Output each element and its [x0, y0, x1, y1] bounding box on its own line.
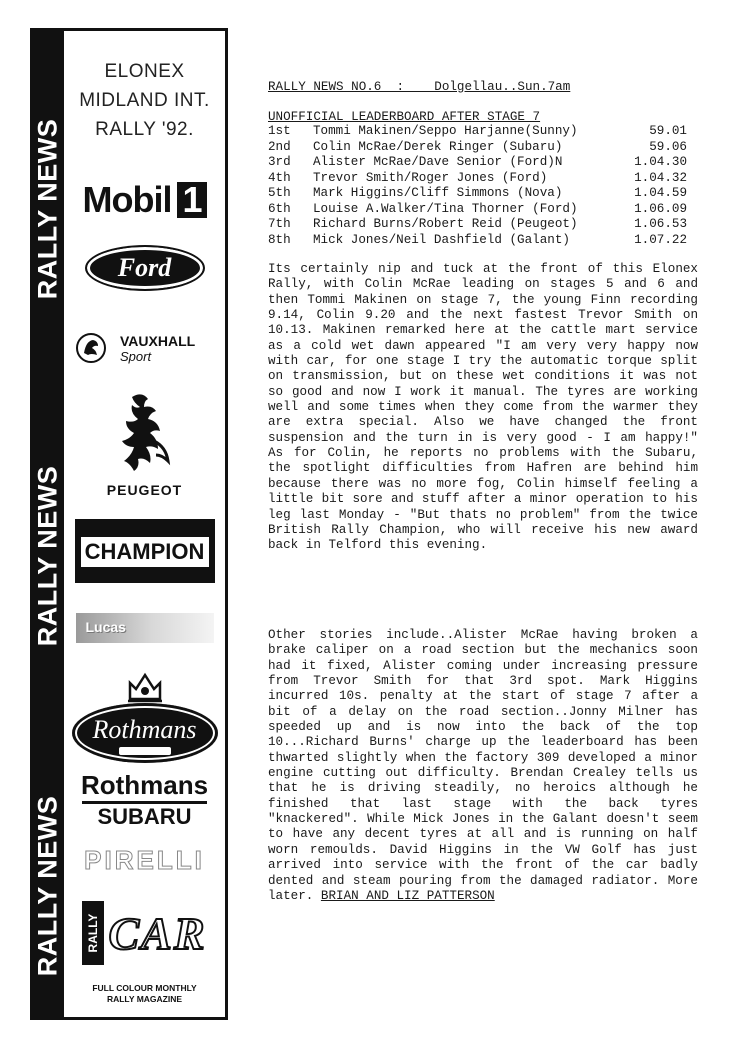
champion-logo	[64, 519, 225, 588]
leaderboard-crew: Richard Burns/Robert Reid (Peugeot)	[313, 217, 578, 231]
sidebar-spine	[33, 31, 64, 1017]
rothmans-subaru-logo	[64, 771, 225, 829]
leaderboard-time: 1.06.53	[634, 217, 687, 231]
sponsor-sidebar	[30, 28, 228, 1020]
ford-logo	[64, 245, 225, 291]
mobil-1-logo	[64, 179, 225, 221]
rally-car-logo	[64, 901, 225, 965]
event-title-line: ELONEX	[104, 61, 185, 82]
rothmans-oval-logo	[64, 703, 225, 763]
event-title-line: MIDLAND INT.	[79, 90, 210, 111]
leaderboard-row	[268, 217, 687, 233]
tagline-line: FULL COLOUR MONTHLY	[92, 983, 197, 993]
leaderboard-row	[268, 124, 687, 140]
leaderboard-position: 5th	[268, 186, 291, 200]
leaderboard-row	[268, 140, 687, 156]
ford-oval: Ford	[85, 245, 205, 291]
leaderboard-crew: Tommi Makinen/Seppo Harjanne(Sunny)	[313, 124, 578, 138]
leaderboard	[268, 124, 687, 248]
leaderboard-time: 59.01	[649, 124, 687, 138]
leaderboard-time: 1.07.22	[634, 232, 687, 247]
leaderboard-crew: Mick Jones/Neil Dashfield (Galant)	[313, 232, 570, 247]
leaderboard-time: 1.04.30	[634, 155, 687, 169]
rally-car-tag-text: RALLY	[86, 913, 101, 953]
leaderboard-row	[268, 233, 687, 249]
leaderboard-position: 2nd	[268, 139, 291, 154]
sponsor-logos	[64, 31, 225, 1017]
rothmans-ribbon	[119, 747, 171, 755]
author-signature: BRIAN AND LIZ PATTERSON	[320, 888, 495, 903]
rally-car-wordmark: CAR	[108, 907, 207, 959]
vauxhall-sport-tag: Sport	[120, 348, 152, 364]
rothmans-oval-name: Rothmans	[92, 715, 197, 744]
event-title-line: RALLY '92.	[95, 119, 194, 140]
leaderboard-time: 59.06	[649, 139, 687, 154]
vauxhall-sport-logo	[64, 331, 225, 365]
rally-car-tagline	[64, 983, 225, 1005]
leaderboard-row	[268, 202, 687, 218]
mobil-one-badge: 1	[177, 182, 206, 218]
peugeot-name: PEUGEOT	[106, 482, 183, 498]
leaderboard-position: 7th	[268, 217, 291, 231]
leaderboard-position: 3rd	[268, 155, 291, 169]
leaderboard-time: 1.06.09	[634, 201, 687, 216]
article-paragraph-2	[268, 628, 698, 904]
peugeot-lion-icon	[114, 391, 176, 475]
leaderboard-position: 8th	[268, 232, 291, 247]
mobil-wordmark: Mobil	[82, 179, 172, 220]
leaderboard-time: 1.04.59	[634, 186, 687, 200]
vauxhall-griffin-icon	[74, 331, 108, 365]
event-title	[64, 57, 225, 144]
article-paragraph-2-text: Other stories include..Alister McRae having broken a brake caliper on a road section but the mechanics soon had it fixed, Alister coming under increasing pressure from Trevor Smith for that 3rd spot. Mark Higgins incurred 10s. penalty at the start of stage 7 after a bit of a delay on the road section..Jonny Milner has speeded up and is now into the back of the top 10...Richard Burns' charge up the leaderboard has been thwarted slightly when the factory 309 developed a minor engine cutting out difficulty. Brendan Crealey tells us that he is driving steadily, no heroics although he finished that last stage with the back tyres "knackered". While Mick Jones in the Galant doesn't seem to have any decent tyres at all and is running on half worn remoulds. David Higgins in the VW Golf has just arrived into service with the front of the car badly dented and steam pouring from the damaged radiator. More later.	[268, 628, 698, 903]
leaderboard-row	[268, 155, 687, 171]
leaderboard-crew: Trevor Smith/Roger Jones (Ford)	[313, 170, 548, 185]
tagline-line: RALLY MAGAZINE	[106, 994, 183, 1004]
spine-label-top: RALLY NEWS	[32, 118, 63, 300]
leaderboard-position: 1st	[268, 124, 291, 138]
leaderboard-time: 1.04.32	[634, 170, 687, 185]
bulletin-header: RALLY NEWS NO.6 : Dolgellau..Sun.7am	[268, 80, 571, 94]
peugeot-logo	[64, 391, 225, 498]
leaderboard-crew: Colin McRae/Derek Ringer (Subaru)	[313, 139, 563, 154]
rothmans-subaru-top: Rothmans	[80, 770, 209, 800]
rally-car-tag	[82, 901, 104, 965]
leaderboard-row	[268, 186, 687, 202]
spine-label-middle: RALLY NEWS	[32, 465, 63, 647]
leaderboard-crew: Louise A.Walker/Tina Thorner (Ford)	[313, 201, 578, 216]
leaderboard-row	[268, 171, 687, 187]
vauxhall-name: VAUXHALL	[120, 332, 196, 349]
lucas-name: Lucas	[85, 619, 126, 635]
leaderboard-position: 4th	[268, 170, 291, 185]
champion-name: CHAMPION	[81, 537, 209, 567]
lucas-bar	[76, 613, 214, 643]
leaderboard-crew: Alister McRae/Dave Senior (Ford)N	[313, 155, 563, 169]
leaderboard-position: 6th	[268, 201, 291, 216]
rothmans-subaru-bottom: SUBARU	[82, 801, 207, 829]
spine-label-bottom: RALLY NEWS	[32, 795, 63, 977]
leaderboard-crew: Mark Higgins/Cliff Simmons (Nova)	[313, 186, 563, 200]
lucas-logo	[64, 613, 225, 648]
champion-badge	[75, 519, 215, 583]
pirelli-logo: PIRELLI	[84, 845, 205, 875]
article-paragraph-1: Its certainly nip and tuck at the front of this Elonex Rally, with Colin McRae leading on stages 5 and 6 and then Tommi Makinen on stage 7, the young Finn recording 9.14, Colin 9.20 and the next fastest Trevor Smith on 10.13. Makinen remarked here at the cattle mart service as a cold wet dawn appeared "I am very very happy now with car, for one stage I try the automatic torque split on transmission, but on these wet conditions it was not so good and now I work it manual. The tyres are working well and some times when they come from the warmer they are extra special. Also we have changed the front suspension and the turn in is very good - I am happy!" As for Colin, he reports no problems with the Subaru, the spotlight difficulties from Hafren are behind him because there was no more fog, Colin himself feeling a little bit sore and stuff after a minor operation to his leg last Monday - "But thats no problem" from the twice British Rally Champion, who will receive his new award back in Telford this evening.	[268, 262, 698, 553]
rothmans-oval	[72, 703, 218, 763]
leaderboard-title: UNOFFICIAL LEADERBOARD AFTER STAGE 7	[268, 110, 541, 124]
